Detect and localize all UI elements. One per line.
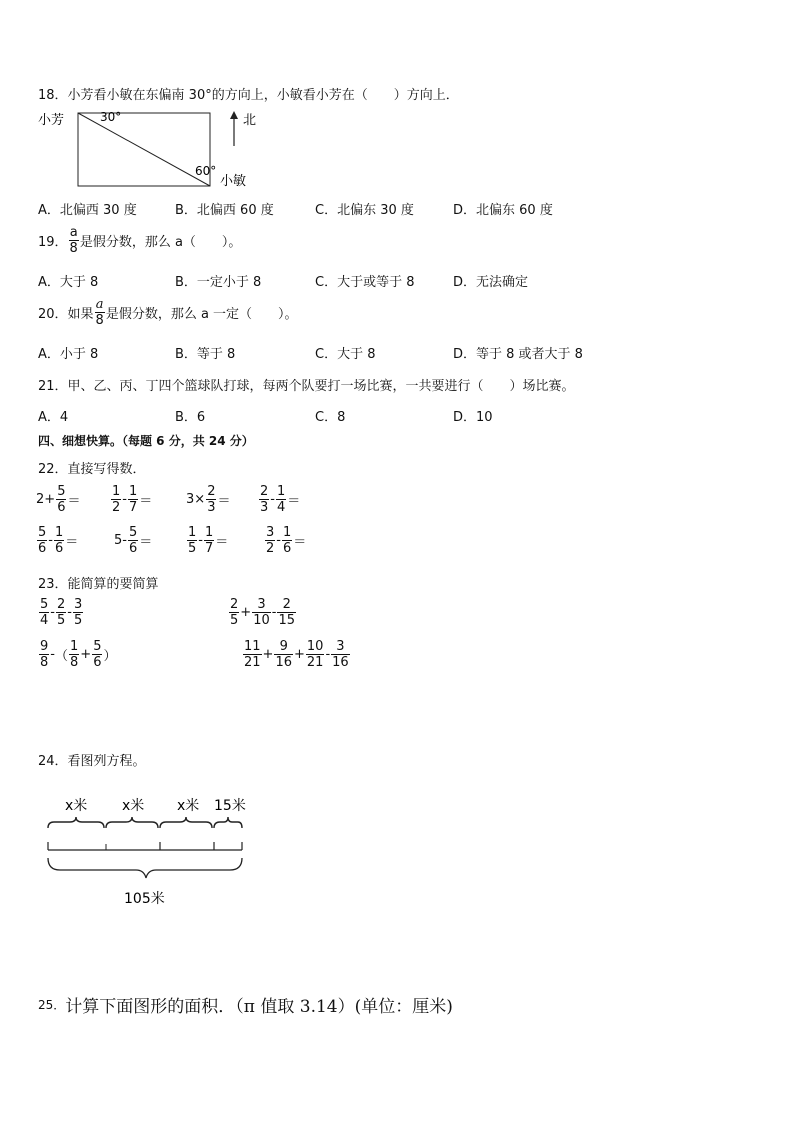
q20-option-c: C．大于 8 xyxy=(315,347,376,362)
q18-option-d: D．北偏东 60 度 xyxy=(453,203,553,218)
q18-left-label: 小芳 xyxy=(38,113,65,128)
q19-num: a xyxy=(69,225,78,240)
q19-stem: 19． $\frac{a}{8}$ 是假分数，那么 a（ ）。 xyxy=(38,225,242,256)
q20-num: a xyxy=(95,297,104,312)
brace-3 xyxy=(160,817,212,828)
q19-den: 8 xyxy=(69,241,78,256)
q20-option-d: D．等于 8 或者大于 8 xyxy=(453,347,583,362)
q18-option-c: C．北偏东 30 度 xyxy=(315,203,414,218)
q24-label-3: x米 xyxy=(177,798,200,814)
q21-option-a: A．4 xyxy=(38,410,69,425)
q22-expr-6: 5- $\frac{5}{6}$ ＝ xyxy=(114,525,153,556)
q19-option-a: A．大于 8 xyxy=(38,275,99,290)
q22-expr-2: $\frac{1}{2}$ - $\frac{1}{7}$ ＝ xyxy=(112,484,153,515)
q24-label-4: 15米 xyxy=(214,798,246,814)
q23-expr-2: $\frac{2}{5}$ + $\frac{3}{10}$ - $\frac{2}{15}$ xyxy=(230,597,295,628)
q25-stem: 25．计算下面图形的面积．（π 值取 3.14）(单位：厘米) xyxy=(38,997,453,1017)
q23-expr-4: $\frac{11}{21}$ + $\frac{9}{16}$ + $\frac{10}{21}$ - $\frac{3}{16}$ xyxy=(244,639,349,670)
q18-stem: 18．小芳看小敏在东偏南 30°的方向上，小敏看小芳在（ ）方向上． xyxy=(38,88,459,103)
q22-stem: 22．直接写得数． xyxy=(38,462,146,477)
q19-option-d: D．无法确定 xyxy=(453,275,529,290)
q22-expr-1: 2+ $\frac{5}{6}$ ＝ xyxy=(36,484,81,515)
section-4-title: 四、细想快算。（每题 6 分，共 24 分） xyxy=(38,434,254,448)
q22-expr-8: $\frac{3}{2}$ - $\frac{1}{6}$ ＝ xyxy=(266,525,307,556)
q24-total-label: 105米 xyxy=(124,891,165,907)
q24-label-1: x米 xyxy=(65,798,88,814)
q24-label-2: x米 xyxy=(122,798,145,814)
q24-diagram xyxy=(40,792,260,916)
q21-option-b: B．6 xyxy=(175,410,206,425)
q18-option-a: A．北偏西 30 度 xyxy=(38,203,137,218)
q18-north-label: 北 xyxy=(243,113,257,128)
q20-option-b: B．等于 8 xyxy=(175,347,236,362)
q22-expr-5: $\frac{5}{6}$ - $\frac{1}{6}$ ＝ xyxy=(38,525,79,556)
q21-option-d: D．10 xyxy=(453,410,493,425)
q21-stem: 21．甲、乙、丙、丁四个篮球队打球，每两个队要打一场比赛，一共要进行（ ）场比赛。 xyxy=(38,379,575,394)
q24-stem: 24．看图列方程。 xyxy=(38,754,146,769)
q20-den: 8 xyxy=(95,313,104,328)
q21-option-c: C．8 xyxy=(315,410,346,425)
q22-expr-7: $\frac{1}{5}$ - $\frac{1}{7}$ ＝ xyxy=(188,525,229,556)
q19-option-b: B．一定小于 8 xyxy=(175,275,262,290)
q23-stem: 23．能简算的要简算 xyxy=(38,577,159,592)
brace-4 xyxy=(214,817,242,828)
q23-expr-3: $\frac{9}{8}$ -（ $\frac{1}{8}$ + $\frac{5}{6}$ ） xyxy=(40,639,117,670)
q18-angle-top: 30° xyxy=(100,110,122,124)
q19-option-c: C．大于或等于 8 xyxy=(315,275,415,290)
brace-1 xyxy=(48,817,104,828)
q18-diagram xyxy=(38,108,268,196)
q23-expr-1: $\frac{5}{4}$ - $\frac{2}{5}$ - $\frac{3}{5}$ xyxy=(40,597,83,628)
q20-option-a: A．小于 8 xyxy=(38,347,99,362)
q18-angle-bottom: 60° xyxy=(195,164,217,178)
brace-2 xyxy=(106,817,158,828)
q18-right-label: 小敏 xyxy=(220,174,247,189)
q22-expr-4: $\frac{2}{3}$ - $\frac{1}{4}$ ＝ xyxy=(260,484,301,515)
q22-expr-3: 3× $\frac{2}{3}$ ＝ xyxy=(186,484,231,515)
q20-stem: 20．如果 $\frac{a}{8}$ 是假分数，那么 a 一定（ ）。 xyxy=(38,297,298,328)
q18-option-b: B．北偏西 60 度 xyxy=(175,203,274,218)
brace-total xyxy=(48,858,242,878)
